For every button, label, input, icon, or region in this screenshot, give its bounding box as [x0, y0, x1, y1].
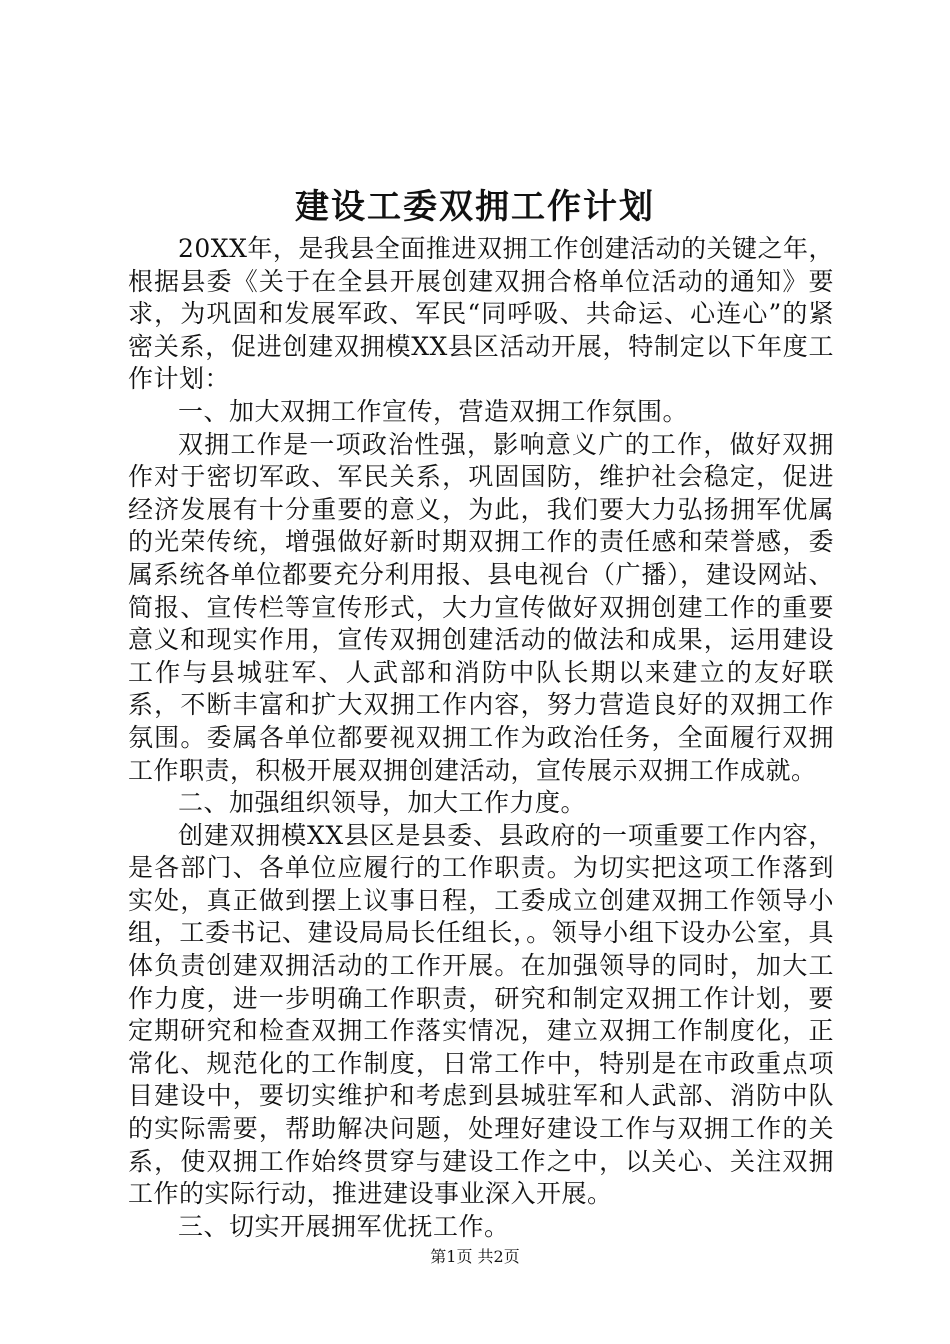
section-paragraph-2: 创建双拥模XX县区是县委、县政府的一项重要工作内容，是各部门、各单位应履行的工作职责。为切实把这项工作落到实处，真正做到摆上议事日程，工委成立创建双拥工作领导小组，工委书记、建设局局长任组长，。领导小组下设办公室，具体负责创建双拥活动的工作开展。在加强领导的同时，加大工作力度，进一步明确工作职责，研究和制定双拥工作计划，要定期研究和检查双拥工作落实情况，建立双拥工作制度化，正常化、规范化的工作制度，日常工作中，特别是在市政重点项目建设中，要切实维护和考虑到县城驻军和人武部、消防中队的实际需要，帮助解决问题，处理好建设工作与双拥工作的关系，使双拥工作始终贯穿与建设工作之中，以关心、关注双拥工作的实际行动，推进建设事业深入开展。 [128, 820, 834, 1209]
section-heading-1: 一、加大双拥工作宣传，营造双拥工作氛围。 [178, 396, 689, 426]
document-title: 建设工委双拥工作计划 [295, 187, 655, 227]
section-heading-3: 三、切实开展拥军优抚工作。 [178, 1211, 510, 1241]
document-body [128, 233, 834, 1243]
page-footer: 第1页 共2页 [430, 1247, 520, 1266]
intro-paragraph: 20XX年，是我县全面推进双拥工作创建活动的关键之年，根据县委《关于在全县开展创建双拥合格单位活动的通知》要求，为巩固和发展军政、军民“同呼吸、共命运、心连心”的紧密关系，促进创建双拥模XX县区活动开展，特制定以下年度工作计划： [128, 234, 834, 394]
section-paragraph-1: 双拥工作是一项政治性强，影响意义广的工作，做好双拥作对于密切军政、军民关系，巩固国防，维护社会稳定，促进经济发展有十分重要的意义，为此，我们要大力弘扬拥军优属的光荣传统，增强做好新时期双拥工作的责任感和荣誉感，委属系统各单位都要充分利用报、县电视台（广播），建设网站、简报、宣传栏等宣传形式，大力宣传做好双拥创建工作的重要意义和现实作用，宣传双拥创建活动的做法和成果，运用建设工作与县城驻军、人武部和消防中队长期以来建立的友好联系，不断丰富和扩大双拥工作内容，努力营造良好的双拥工作氛围。委属各单位都要视双拥工作为政治任务，全面履行双拥工作职责，积极开展双拥创建活动，宣传展示双拥工作成就。 [128, 429, 834, 785]
section-heading-2: 二、加强组织领导，加大工作力度。 [178, 788, 587, 818]
